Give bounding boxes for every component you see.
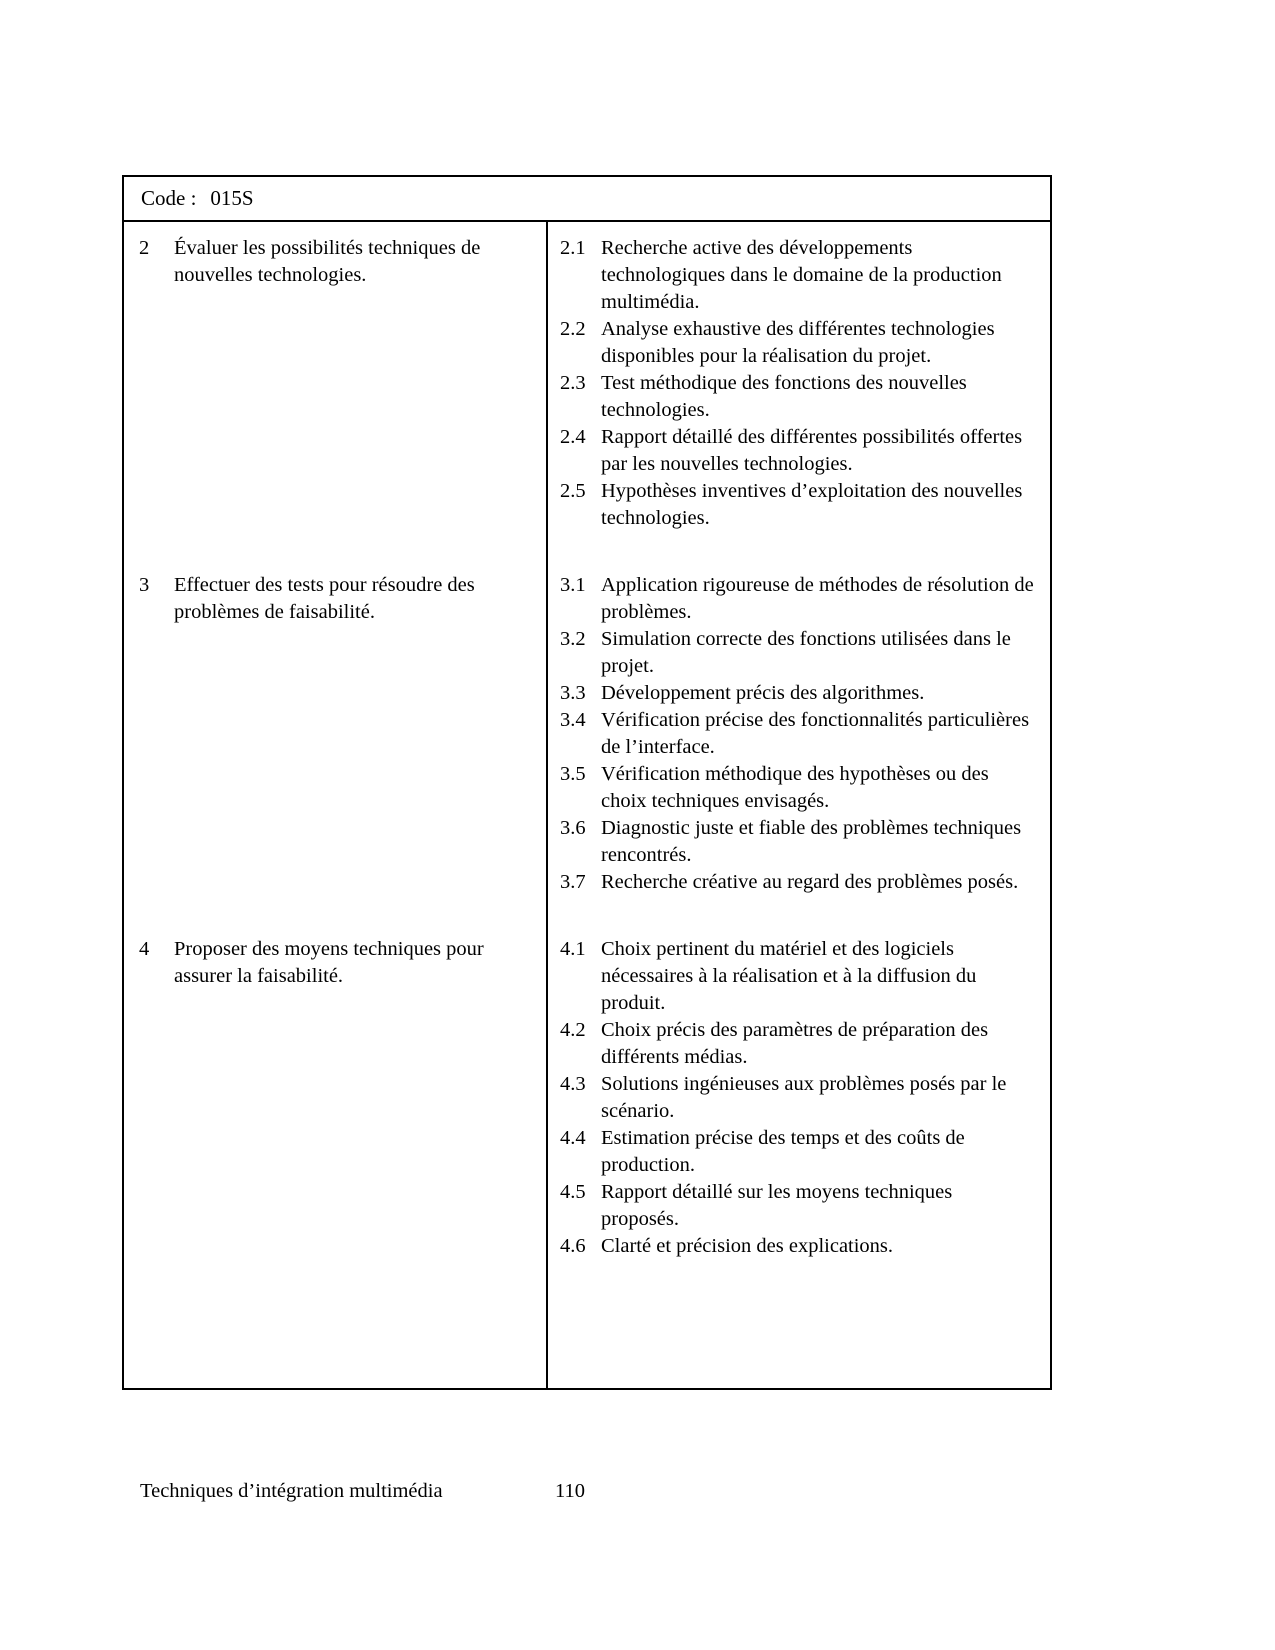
criterion-number: 4.5 [560, 1181, 586, 1203]
criterion-text: Estimation précise des temps et des coûts de production. [601, 1127, 965, 1176]
footer-page-number: 110 [555, 1480, 585, 1502]
criterion-item [560, 478, 1035, 532]
criterion-item [560, 1017, 1035, 1071]
objective-cell [124, 559, 546, 923]
criterion-text: Développement précis des algorithmes. [601, 682, 925, 704]
criterion-text: Test méthodique des fonctions des nouvelles technologies. [601, 372, 967, 421]
criterion-number: 4.6 [560, 1235, 586, 1257]
criterion-text: Analyse exhaustive des différentes technologies disponibles pour la réalisation du projet. [601, 318, 995, 367]
criterion-text: Hypothèses inventives d’exploitation des nouvelles technologies. [601, 480, 1023, 529]
criterion-text: Rapport détaillé sur les moyens techniques proposés. [601, 1181, 953, 1230]
objective-number: 4 [139, 938, 150, 960]
criterion-text: Solutions ingénieuses aux problèmes posés par le scénario. [601, 1073, 1007, 1122]
criterion-number: 3.7 [560, 871, 586, 893]
criteria-cell [546, 559, 1050, 923]
criterion-number: 2.4 [560, 426, 586, 448]
criterion-item [560, 869, 1035, 896]
criterion-text: Simulation correcte des fonctions utilisées dans le projet. [601, 628, 1011, 677]
criterion-text: Choix pertinent du matériel et des logiciels nécessaires à la réalisation et à la diffusion du produit. [601, 938, 977, 1014]
criterion-number: 3.1 [560, 574, 586, 596]
criterion-number: 4.2 [560, 1019, 586, 1041]
criteria-cell [546, 923, 1050, 1388]
objective-text: Effectuer des tests pour résoudre des problèmes de faisabilité. [174, 574, 475, 623]
criterion-text: Vérification précise des fonctionnalités particulières de l’interface. [601, 709, 1030, 758]
criterion-number: 4.4 [560, 1127, 586, 1149]
table-row [124, 559, 1050, 923]
criterion-item [560, 235, 1035, 316]
criterion-text: Clarté et précision des explications. [601, 1235, 894, 1257]
criterion-text: Application rigoureuse de méthodes de résolution de problèmes. [601, 574, 1034, 623]
criterion-number: 3.4 [560, 709, 586, 731]
criterion-item [560, 626, 1035, 680]
criterion-number: 3.5 [560, 763, 586, 785]
criterion-number: 2.3 [560, 372, 586, 394]
criterion-number: 3.3 [560, 682, 586, 704]
code-value: 015S [210, 186, 254, 210]
criterion-item [560, 761, 1035, 815]
criteria-cell [546, 222, 1050, 559]
criterion-text: Vérification méthodique des hypothèses ou des choix techniques envisagés. [601, 763, 989, 812]
objective-cell [124, 222, 546, 559]
criterion-number: 2.1 [560, 237, 586, 259]
evaluation-table [122, 175, 1052, 1390]
criterion-number: 4.3 [560, 1073, 586, 1095]
table-row [124, 222, 1050, 559]
criterion-item [560, 1125, 1035, 1179]
objective-cell [124, 923, 546, 1388]
criterion-item [560, 424, 1035, 478]
criterion-text: Recherche créative au regard des problèmes posés. [601, 871, 1019, 893]
criterion-text: Diagnostic juste et fiable des problèmes techniques rencontrés. [601, 817, 1022, 866]
page-footer [140, 1478, 585, 1505]
criterion-item [560, 1071, 1035, 1125]
criterion-item [560, 680, 1035, 707]
footer-document-title: Techniques d’intégration multimédia [140, 1480, 443, 1502]
criterion-text: Choix précis des paramètres de préparation des différents médias. [601, 1019, 989, 1068]
criterion-number: 2.2 [560, 318, 586, 340]
criterion-number: 3.6 [560, 817, 586, 839]
criterion-text: Recherche active des développements technologiques dans le domaine de la production multimédia. [601, 237, 1002, 313]
objective-text: Évaluer les possibilités techniques de nouvelles technologies. [174, 237, 481, 286]
criterion-item [560, 1179, 1035, 1233]
criterion-item [560, 572, 1035, 626]
table-row [124, 923, 1050, 1388]
criterion-number: 3.2 [560, 628, 586, 650]
objective-number: 2 [139, 237, 150, 259]
criterion-item [560, 815, 1035, 869]
criterion-text: Rapport détaillé des différentes possibilités offertes par les nouvelles technologies. [601, 426, 1023, 475]
criterion-item [560, 936, 1035, 1017]
criterion-item [560, 1233, 1035, 1260]
criterion-item [560, 370, 1035, 424]
code-label: Code : [141, 186, 197, 210]
criterion-number: 4.1 [560, 938, 586, 960]
criterion-item [560, 707, 1035, 761]
criterion-item [560, 316, 1035, 370]
code-header-row [122, 175, 1052, 222]
objective-number: 3 [139, 574, 150, 596]
criterion-number: 2.5 [560, 480, 586, 502]
table-body [122, 222, 1052, 1390]
objective-text: Proposer des moyens techniques pour assurer la faisabilité. [174, 938, 484, 987]
